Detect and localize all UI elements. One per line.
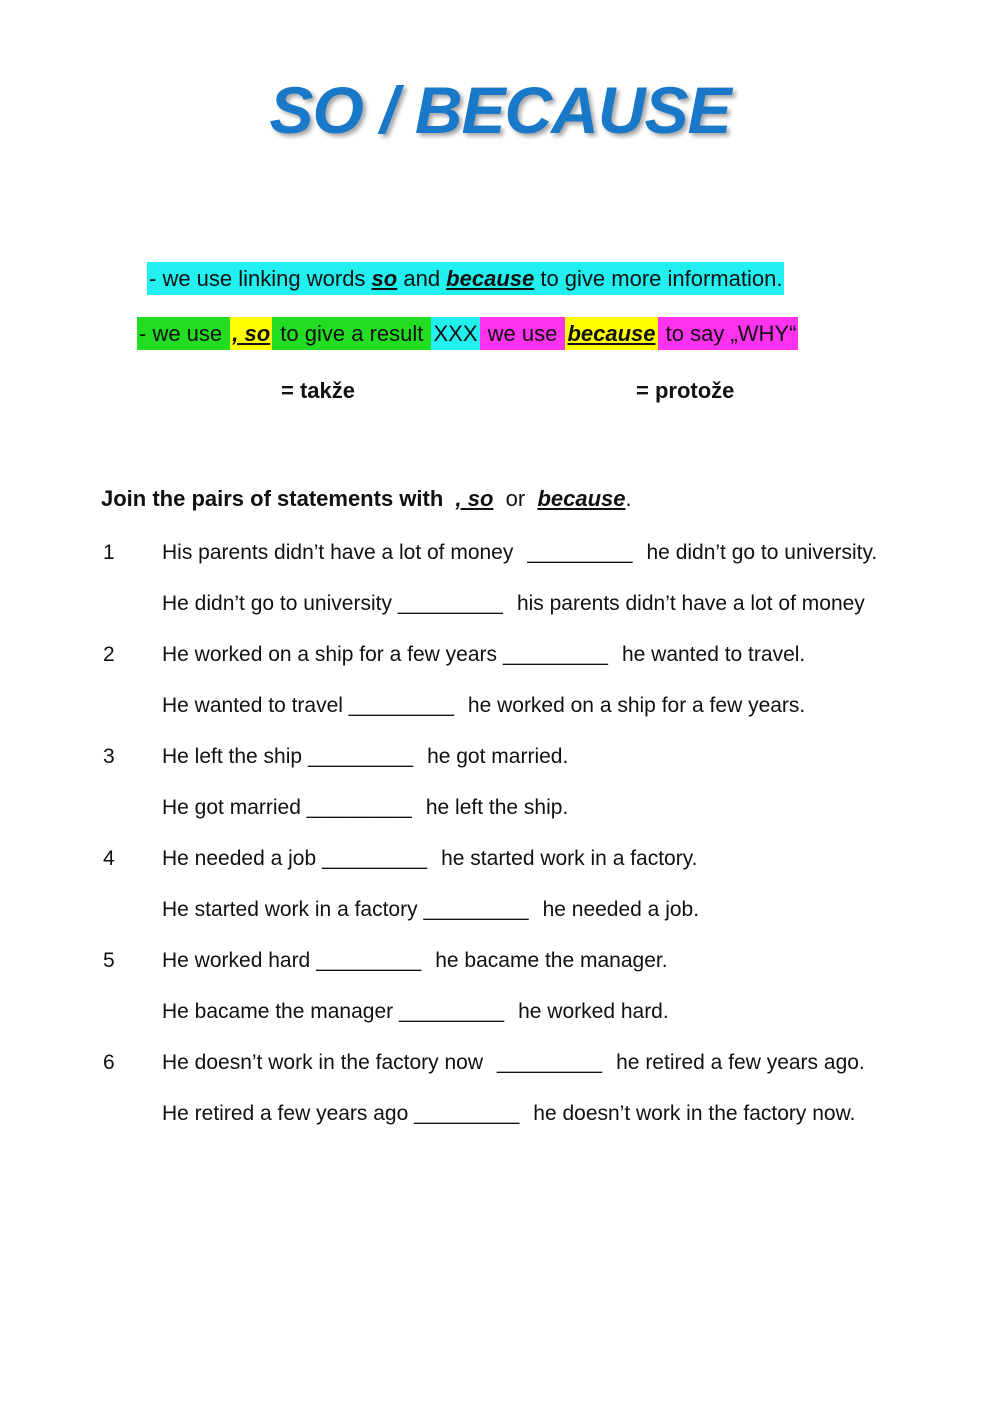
- answer-blank[interactable]: _________: [527, 541, 633, 564]
- sentence-right: his parents didn’t have a lot of money: [516, 592, 865, 615]
- meaning-because: = protože: [636, 378, 735, 403]
- rule-linking-words-highlight: [147, 262, 784, 295]
- exercise-sentence: [162, 1102, 855, 1126]
- exercise-sentence: [162, 541, 877, 565]
- exercise-sentence: [162, 694, 805, 718]
- sentence-left: He didn’t go to university: [162, 592, 392, 615]
- sentence-left: He worked hard: [162, 949, 311, 972]
- instruction-option-because: because: [537, 486, 626, 511]
- exercise-sentence: [162, 592, 865, 616]
- sentence-left: He doesn’t work in the factory now: [162, 1051, 483, 1074]
- answer-blank[interactable]: _________: [502, 643, 608, 666]
- instruction-end: .: [625, 486, 632, 511]
- rule2-part3: we use: [480, 317, 566, 350]
- instruction-text: Join the pairs of statements with: [101, 486, 444, 511]
- exercise-sentence: [162, 796, 568, 820]
- sentence-right: he started work in a factory.: [441, 847, 698, 870]
- page-title: SO / BECAUSE: [269, 73, 731, 147]
- exercise-number: 2: [103, 643, 115, 666]
- keyword-comma-so: , so: [230, 317, 272, 350]
- exercise-sentence: [162, 643, 805, 667]
- answer-blank[interactable]: _________: [497, 1051, 603, 1074]
- sentence-right: he left the ship.: [425, 796, 569, 819]
- exercise-sentence: [162, 898, 699, 922]
- sentence-right: he didn’t go to university.: [646, 541, 878, 564]
- exercise-sentence: [162, 1000, 669, 1024]
- exercise-number: 6: [103, 1051, 115, 1074]
- sentence-right: he doesn’t work in the factory now.: [533, 1102, 856, 1125]
- keyword-because: because: [446, 266, 535, 291]
- rule2-part2: to give a result: [272, 317, 431, 350]
- sentence-left: His parents didn’t have a lot of money: [162, 541, 514, 564]
- exercise-number: 3: [103, 745, 115, 768]
- sentence-left: He wanted to travel: [162, 694, 343, 717]
- answer-blank[interactable]: _________: [316, 949, 422, 972]
- sentence-left: He worked on a ship for a few years: [162, 643, 497, 666]
- rule2-part1: - we use: [137, 317, 230, 350]
- rule1-prefix: - we use linking words: [149, 266, 372, 291]
- exercise-number: 4: [103, 847, 115, 870]
- answer-blank[interactable]: _________: [397, 592, 503, 615]
- sentence-right: he wanted to travel.: [621, 643, 806, 666]
- instruction-option-so: , so: [455, 486, 494, 511]
- sentence-left: He retired a few years ago: [162, 1102, 409, 1125]
- keyword-because-why: because: [565, 317, 657, 350]
- sentence-left: He bacame the manager: [162, 1000, 394, 1023]
- rule2-xxx: XXX: [431, 317, 479, 350]
- exercise-sentence: [162, 745, 568, 769]
- sentence-right: he bacame the manager.: [435, 949, 668, 972]
- sentence-left: He needed a job: [162, 847, 317, 870]
- answer-blank[interactable]: _________: [414, 1102, 520, 1125]
- sentence-left: He started work in a factory: [162, 898, 418, 921]
- exercise-number: 1: [103, 541, 115, 564]
- answer-blank[interactable]: _________: [398, 1000, 505, 1023]
- rule-result-why: [137, 321, 798, 347]
- exercise-sentence: [162, 1051, 865, 1075]
- rule1-suffix: to give more information.: [534, 266, 783, 291]
- answer-blank[interactable]: _________: [307, 745, 414, 768]
- exercise-sentence: [162, 949, 668, 973]
- keyword-so: so: [371, 266, 398, 291]
- sentence-right: he worked on a ship for a few years.: [467, 694, 806, 717]
- instruction: [101, 486, 632, 512]
- answer-blank[interactable]: _________: [306, 796, 412, 819]
- sentence-left: He left the ship: [162, 745, 303, 768]
- rule1-middle: and: [397, 266, 447, 291]
- answer-blank[interactable]: _________: [423, 898, 529, 921]
- sentence-right: he needed a job.: [542, 898, 700, 921]
- instruction-or: or: [505, 486, 526, 511]
- exercise-sentence: [162, 847, 698, 871]
- rule2-part4: to say „WHY“: [658, 317, 799, 350]
- rule-linking-words: [147, 266, 784, 292]
- sentence-right: he worked hard.: [518, 1000, 669, 1023]
- answer-blank[interactable]: _________: [348, 694, 454, 717]
- meaning-so: = takže: [281, 378, 355, 403]
- exercise-number: 5: [103, 949, 115, 972]
- sentence-left: He got married: [162, 796, 301, 819]
- sentence-right: he retired a few years ago.: [616, 1051, 865, 1074]
- sentence-right: he got married.: [427, 745, 569, 768]
- answer-blank[interactable]: _________: [321, 847, 428, 870]
